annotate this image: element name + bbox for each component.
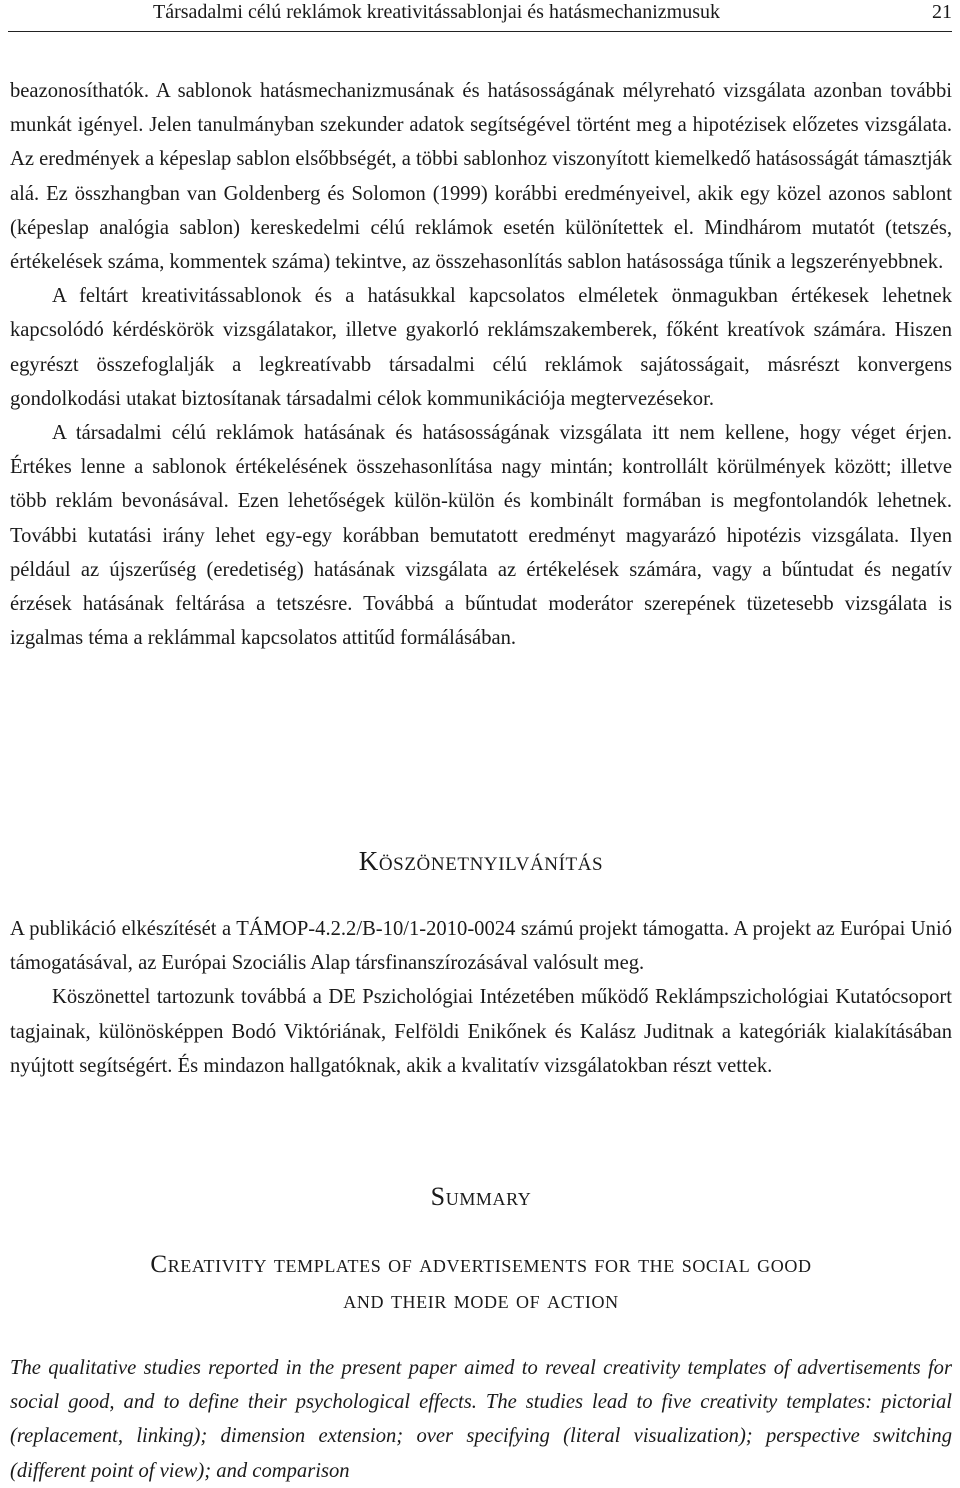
body-text [10,74,952,655]
summary-title [10,1247,952,1319]
paragraph: beazonosíthatók. A sablonok hatásmechanizmusának és hatásosságának mélyreható vizsgálata azonban további munkát igényel. Jelen tanulmányban szekunder adatok segítségével történt meg a hipotézisek előzetes vizsgálata. Az eredmények a képeslap sablon elsőbbségét, a többi sablonhoz viszonyított kiemelkedő hatásosságát támasztják alá. Ez összhangban van Goldenberg és Solomon (1999) korábbi eredményeivel, akik egy közel azonos sablont (képeslap analógia sablon) kereskedelmi célú reklámok esetén különítettek el. Mindhárom mutatót (tetszés, értékelések száma, kommentek száma) tekintve, az összehasonlítás sablon hatásossága tűnik a legszerényebbnek. [10,80,952,274]
header-rule [8,31,952,32]
summary-title-line: Creativity templates of advertisements for the social good [150,1251,812,1278]
abstract [10,1351,952,1488]
paragraph: Köszönettel tartozunk továbbá a DE Pszichológiai Intézetében működő Reklámpszichológiai Kutatócsoport tagjainak, különösképpen Bodó Viktóriának, Felföldi Enikőnek és Kalász Juditnak a kategóriák kialakításában nyújtott segítségért. És mindazon hallgatóknak, akik a kvalitatív vizsgálatokban részt vettek. [10,986,952,1077]
paragraph: A feltárt kreativitássablonok és a hatásukkal kapcsolatos elméletek önmagukban értékesek lehetnek kapcsolódó kérdéskörök vizsgálatakor, illetve gyakorló reklámszakemberek, főként kreatívok számára. Hiszen egyrészt összefoglalják a legkreatívabb társadalmi célú reklámok sajátosságait, másrészt konvergens gondolkodási utakat biztosítanak társadalmi célok kommunikációja megtervezésekor. [10,285,952,410]
summary-title-line: and their mode of action [343,1287,619,1314]
acknowledgements-text [10,912,952,1083]
acknowledgements-heading: Köszönetnyilvánítás [358,846,604,876]
running-title: Társadalmi célú reklámok kreativitássablonjai és hatásmechanizmusuk [153,1,721,23]
running-header [0,0,960,34]
summary-heading: Summary [430,1182,532,1211]
page-number: 21 [932,1,952,23]
abstract-text: The qualitative studies reported in the present paper aimed to reveal creativity templates of advertisements for social good, and to define their psychological effects. The studies lead to five creativity templates: pictorial (replacement, linking); dimension extension; over specifying (literal visualization); perspective switching (different point of view); and comparison [10,1357,952,1482]
paragraph: A publikáció elkészítését a TÁMOP-4.2.2/B-10/1-2010-0024 számú projekt támogatta. A projekt az Európai Unió támogatásával, az Európai Szociális Alap társfinanszírozásával valósult meg. [10,918,952,975]
paragraph: A társadalmi célú reklámok hatásának és hatásosságának vizsgálata itt nem kellene, hogy véget érjen. Értékes lenne a sablonok értékelésének összehasonlítása nagy mintán; kontrollált körülmények között; illetve több reklám bevonásával. Ezen lehetőségek külön-külön és kombinált formában is megfontolandók lehetnek. További kutatási irány lehet egy-egy korábban bemutatott eredményt magyarázó hipotézis vizsgálata. Ilyen például az újszerűség (eredetiség) hatásának vizsgálata az értékelések számára, vagy a bűntudat és negatív érzések hatásának feltárása a tetszésre. Továbbá a bűntudat moderátor szerepének tüzetesebb vizsgálata is izgalmas téma a reklámmal kapcsolatos attitűd formálásában. [10,422,952,650]
